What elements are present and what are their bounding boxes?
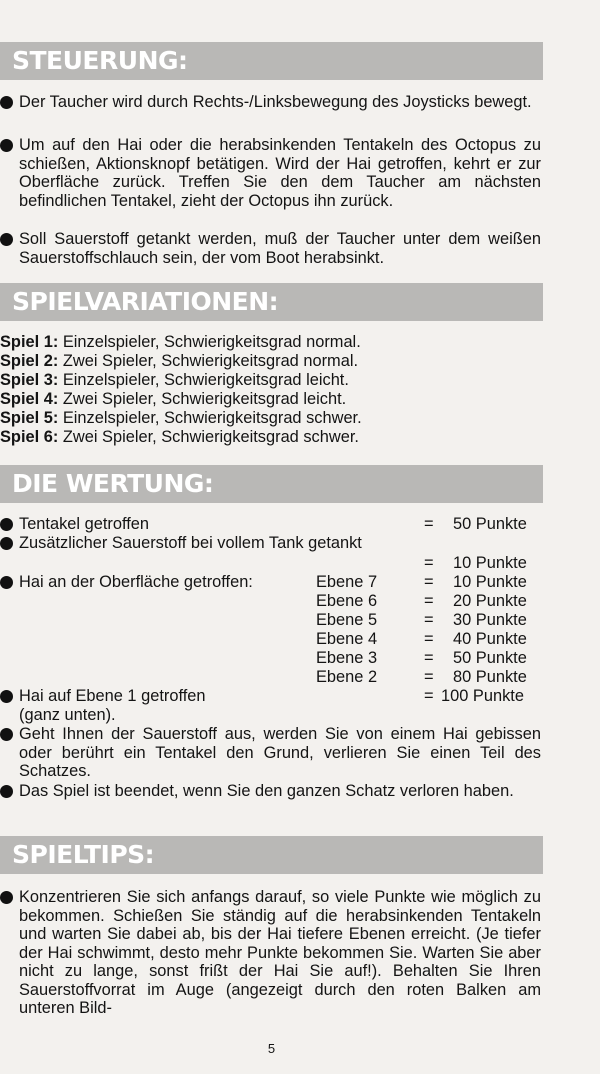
level-label: Ebene 3 xyxy=(316,649,378,667)
section-banner-steuerung xyxy=(0,42,543,80)
section-title: SPIELTIPS: xyxy=(12,840,155,869)
score-label: Tentakel getroffen xyxy=(19,515,150,533)
game-text: Einzelspieler, Schwierigkeitsgrad schwer. xyxy=(62,409,362,427)
game-variant xyxy=(0,371,349,390)
section-title: DIE WERTUNG: xyxy=(12,469,214,498)
score-equals: = xyxy=(424,611,434,629)
bullet-icon xyxy=(0,518,13,531)
game-variant xyxy=(0,390,346,409)
section-banner-wertung xyxy=(0,465,543,503)
game-label: Spiel 2: xyxy=(0,352,59,370)
score-label-note: (ganz unten). xyxy=(19,706,116,724)
bullet-icon xyxy=(0,728,13,741)
score-equals: = xyxy=(424,687,434,705)
score-points: 50 Punkte xyxy=(453,649,527,667)
level-label: Ebene 5 xyxy=(316,611,378,629)
score-equals: = xyxy=(424,515,434,533)
game-variant xyxy=(0,409,362,428)
level-label: Ebene 2 xyxy=(316,668,378,686)
level-label: Ebene 6 xyxy=(316,592,378,610)
score-points: 10 Punkte xyxy=(453,554,527,572)
section-title: SPIELVARIATIONEN: xyxy=(12,287,279,316)
section-title: STEUERUNG: xyxy=(12,46,188,75)
game-label: Spiel 6: xyxy=(0,428,59,446)
score-points: 20 Punkte xyxy=(453,592,527,610)
score-equals: = xyxy=(424,649,434,667)
score-points: 30 Punkte xyxy=(453,611,527,629)
bullet-text: Der Taucher wird durch Rechts-/Linksbewegung des Joysticks bewegt. xyxy=(19,93,532,111)
bullet-icon xyxy=(0,891,13,904)
page-number: 5 xyxy=(267,1041,276,1056)
score-points: 80 Punkte xyxy=(453,668,527,686)
bullet-icon xyxy=(0,690,13,703)
score-equals: = xyxy=(424,573,434,591)
game-label: Spiel 3: xyxy=(0,371,59,389)
bullet-icon xyxy=(0,576,13,589)
score-points: 100 Punkte xyxy=(441,687,524,705)
score-equals: = xyxy=(424,668,434,686)
game-text: Einzelspieler, Schwierigkeitsgrad leicht. xyxy=(62,371,349,389)
section-banner-spielvariationen xyxy=(0,283,543,321)
bullet-icon xyxy=(0,96,13,109)
level-label: Ebene 7 xyxy=(316,573,378,591)
game-text: Zwei Spieler, Schwierigkeitsgrad leicht. xyxy=(62,390,347,408)
score-equals: = xyxy=(424,554,434,572)
bullet-text: Um auf den Hai oder die herabsinkenden Tentakeln des Octopus zu schießen, Aktionsknopf betätigen. Wird der Hai getroffen, kehrt er zur Oberfläche zurück. Treffen Sie den dem Taucher am nächsten befindlichen Tentakel, zieht der Octopus ihn zurück. xyxy=(19,136,541,210)
bullet-icon xyxy=(0,785,13,798)
game-label: Spiel 4: xyxy=(0,390,59,408)
bullet-icon xyxy=(0,233,13,246)
game-text: Einzelspieler, Schwierigkeitsgrad normal. xyxy=(62,333,361,351)
bullet-text: Geht Ihnen der Sauerstoff aus, werden Sie von einem Hai gebissen oder berührt ein Tentakel den Grund, verlieren Sie einen Teil des Schatzes. xyxy=(19,725,541,780)
game-variant xyxy=(0,352,358,371)
score-equals: = xyxy=(424,630,434,648)
score-points: 40 Punkte xyxy=(453,630,527,648)
game-label: Spiel 5: xyxy=(0,409,59,427)
level-label: Ebene 4 xyxy=(316,630,378,648)
game-text: Zwei Spieler, Schwierigkeitsgrad normal. xyxy=(62,352,359,370)
bullet-icon xyxy=(0,139,13,152)
game-label: Spiel 1: xyxy=(0,333,59,351)
bullet-text: Soll Sauerstoff getankt werden, muß der Taucher unter dem weißen Sauerstoffschlauch sein, der vom Boot herabsinkt. xyxy=(19,230,541,267)
score-label: Hai auf Ebene 1 getroffen xyxy=(19,687,206,705)
bullet-text: Das Spiel ist beendet, wenn Sie den ganzen Schatz verloren haben. xyxy=(19,782,514,800)
score-label: Hai an der Oberfläche getroffen: xyxy=(19,573,253,591)
game-text: Zwei Spieler, Schwierigkeitsgrad schwer. xyxy=(62,428,359,446)
score-equals: = xyxy=(424,592,434,610)
score-label: Zusätzlicher Sauerstoff bei vollem Tank getankt xyxy=(19,534,362,552)
game-variant xyxy=(0,428,359,447)
game-variant xyxy=(0,333,361,352)
section-banner-spieltips xyxy=(0,836,543,874)
bullet-text: Konzentrieren Sie sich anfangs darauf, so viele Punkte wie möglich zu bekommen. Schießen Sie ständig auf die herabsinkenden Tentakeln und warten Sie dabei ab, bis der Hai tiefere Ebenen erreicht. (Je tiefer der Hai schwimmt, desto mehr Punkte bekommen Sie. Warten Sie aber nicht zu lange, sonst frißt der Hai Sie auf!). Behalten Sie Ihren Sauerstoffvorrat im Auge (angezeigt durch den roten Balken am unteren Bild- xyxy=(19,888,541,1017)
score-points: 50 Punkte xyxy=(453,515,527,533)
score-points: 10 Punkte xyxy=(453,573,527,591)
bullet-icon xyxy=(0,537,13,550)
